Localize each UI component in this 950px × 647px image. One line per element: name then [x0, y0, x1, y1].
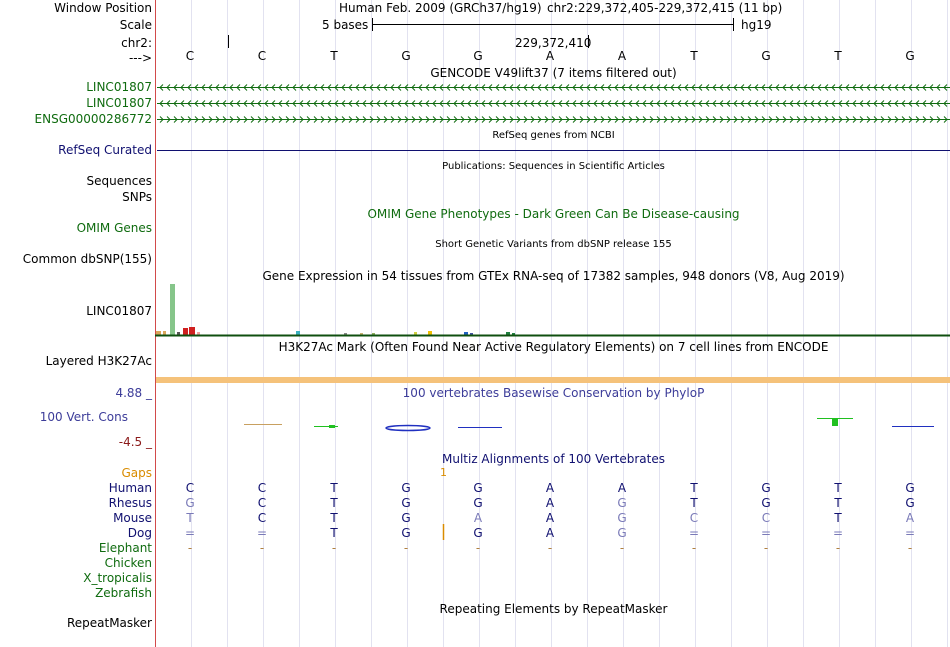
alignment-base: T — [330, 526, 338, 540]
alignment-base: T — [330, 511, 338, 525]
omim-genes-label[interactable]: OMIM Genes — [76, 221, 152, 235]
common-dbsnp-label[interactable]: Common dbSNP(155) — [22, 252, 152, 266]
phylop-mark — [832, 418, 838, 426]
scale-bar-text: 5 bases — [322, 18, 369, 32]
gencode-track-title[interactable]: GENCODE V49lift37 (7 items filtered out) — [430, 66, 677, 80]
reference-base: T — [834, 49, 842, 63]
reference-base: G — [905, 49, 915, 63]
alignment-base: C — [761, 511, 771, 525]
alignment-base: T — [690, 481, 698, 495]
alignment-base: G — [401, 481, 411, 495]
gtex-gene-label[interactable]: LINC01807 — [86, 304, 152, 318]
gtex-tissue-bar — [163, 331, 166, 335]
strand-arrow-label: ---> — [128, 51, 152, 65]
alignment-base: = — [184, 526, 196, 540]
gaps-label[interactable]: Gaps — [121, 466, 152, 480]
gene-label-linc01807-1[interactable]: LINC01807 — [86, 80, 152, 94]
alignment-base: T — [834, 481, 842, 495]
sequences-label[interactable]: Sequences — [86, 174, 152, 188]
alignment-base: G — [473, 496, 483, 510]
alignment-base: T — [690, 496, 698, 510]
alignment-base: A — [545, 496, 555, 510]
alignment-base: G — [473, 526, 483, 540]
species-label[interactable]: Human — [108, 481, 152, 495]
alignment-base: - — [403, 541, 409, 555]
alignment-base: C — [257, 496, 267, 510]
alignment-base: C — [689, 511, 699, 525]
reference-base: T — [690, 49, 698, 63]
omim-track-title[interactable]: OMIM Gene Phenotypes - Dark Green Can Be Disease-causing — [367, 207, 740, 221]
alignment-base: - — [547, 541, 553, 555]
gtex-tissue-bar — [170, 284, 175, 335]
alignment-base: G — [617, 511, 627, 525]
alignment-base: A — [545, 481, 555, 495]
gap-count-marker: 1 — [440, 466, 447, 479]
gtex-tissue-bar — [296, 331, 300, 335]
alignment-base: T — [330, 481, 338, 495]
species-label[interactable]: Chicken — [104, 556, 152, 570]
alignment-base: G — [617, 526, 627, 540]
species-label[interactable]: Rhesus — [108, 496, 152, 510]
reference-base: G — [401, 49, 411, 63]
alignment-base: - — [763, 541, 769, 555]
refseq-curated-label[interactable]: RefSeq Curated — [58, 143, 152, 157]
alignment-base: = — [904, 526, 916, 540]
coordinate-text: 229,372,410 — [515, 36, 592, 50]
alignment-base: G — [185, 496, 195, 510]
alignment-base: - — [259, 541, 265, 555]
multiz-track-title[interactable]: Multiz Alignments of 100 Vertebrates — [441, 452, 666, 466]
alignment-base: G — [905, 481, 915, 495]
alignment-base: G — [905, 496, 915, 510]
alignment-base: G — [761, 496, 771, 510]
gtex-track-title[interactable]: Gene Expression in 54 tissues from GTEx RNA-seq of 17382 samples, 948 donors (V8, Aug 2019) — [262, 269, 845, 283]
window-position-label: Window Position — [54, 1, 152, 15]
reference-base: C — [185, 49, 195, 63]
species-label[interactable]: Mouse — [113, 511, 152, 525]
species-label[interactable]: Dog — [127, 526, 152, 540]
reference-base: A — [617, 49, 627, 63]
species-label[interactable]: Zebrafish — [95, 586, 152, 600]
alignment-base: C — [185, 481, 195, 495]
alignment-base: A — [545, 526, 555, 540]
alignment-base: = — [256, 526, 268, 540]
alignment-base: T — [834, 511, 842, 525]
repeatmasker-track-title[interactable]: Repeating Elements by RepeatMasker — [439, 602, 668, 616]
alignment-base: G — [473, 481, 483, 495]
gtex-tissue-bar — [428, 331, 432, 335]
alignment-base: A — [473, 511, 483, 525]
reference-base: G — [473, 49, 483, 63]
gene-label-ensg[interactable]: ENSG00000286772 — [34, 112, 152, 126]
alignment-base: C — [257, 481, 267, 495]
gene-label-linc01807-2[interactable]: LINC01807 — [86, 96, 152, 110]
scale-label: Scale — [119, 18, 152, 32]
alignment-base: T — [834, 496, 842, 510]
species-label[interactable]: Elephant — [98, 541, 152, 555]
alignment-base: - — [331, 541, 337, 555]
alignment-base: G — [401, 511, 411, 525]
alignment-base: G — [401, 526, 411, 540]
alignment-base: = — [760, 526, 772, 540]
alignment-base: T — [330, 496, 338, 510]
dbsnp-track-title[interactable]: Short Genetic Variants from dbSNP release 155 — [435, 239, 672, 250]
assembly-title: Human Feb. 2009 (GRCh37/hg19) — [339, 1, 542, 15]
h3k27ac-label[interactable]: Layered H3K27Ac — [45, 354, 152, 368]
reference-base: A — [545, 49, 555, 63]
phylop-min-label: -4.5 _ — [118, 435, 152, 449]
alignment-base: - — [907, 541, 913, 555]
alignment-base: - — [691, 541, 697, 555]
reference-base: T — [330, 49, 338, 63]
chr-label: chr2: — [121, 36, 152, 50]
alignment-base: C — [257, 511, 267, 525]
alignment-base: - — [187, 541, 193, 555]
h3k27ac-track-title[interactable]: H3K27Ac Mark (Often Found Near Active Regulatory Elements) on 7 cell lines from ENCODE — [278, 340, 829, 354]
gtex-tissue-bar — [183, 328, 188, 335]
alignment-base: G — [761, 481, 771, 495]
refseq-track-title[interactable]: RefSeq genes from NCBI — [492, 130, 615, 141]
alignment-base: G — [401, 496, 411, 510]
alignment-base: - — [619, 541, 625, 555]
alignment-base: - — [835, 541, 841, 555]
snps-label[interactable]: SNPs — [122, 190, 152, 204]
alignment-base: A — [905, 511, 915, 525]
alignment-base: T — [186, 511, 194, 525]
phylop-max-label: 4.88 _ — [115, 386, 152, 400]
phylop-track-title[interactable]: 100 vertebrates Basewise Conservation by PhyloP — [402, 386, 705, 400]
gtex-tissue-bar — [156, 331, 161, 335]
phylop-mark — [329, 425, 335, 428]
publications-track-title[interactable]: Publications: Sequences in Scientific Articles — [442, 161, 665, 172]
species-label[interactable]: X_tropicalis — [83, 571, 152, 585]
alignment-base: = — [832, 526, 844, 540]
gtex-tissue-bar — [189, 327, 195, 335]
reference-base: G — [761, 49, 771, 63]
h3k27ac-signal-band — [156, 377, 950, 383]
reference-base: C — [257, 49, 267, 63]
alignment-base: A — [545, 511, 555, 525]
alignment-base: = — [688, 526, 700, 540]
alignment-base: - — [475, 541, 481, 555]
alignment-base: G — [617, 496, 627, 510]
repeatmasker-label[interactable]: RepeatMasker — [66, 616, 152, 630]
position-readout: chr2:229,372,405-229,372,415 (11 bp) — [547, 1, 783, 15]
scale-db-text: hg19 — [741, 18, 772, 32]
phylop-track-label[interactable]: 100 Vert. Cons — [39, 410, 128, 424]
alignment-base: A — [617, 481, 627, 495]
